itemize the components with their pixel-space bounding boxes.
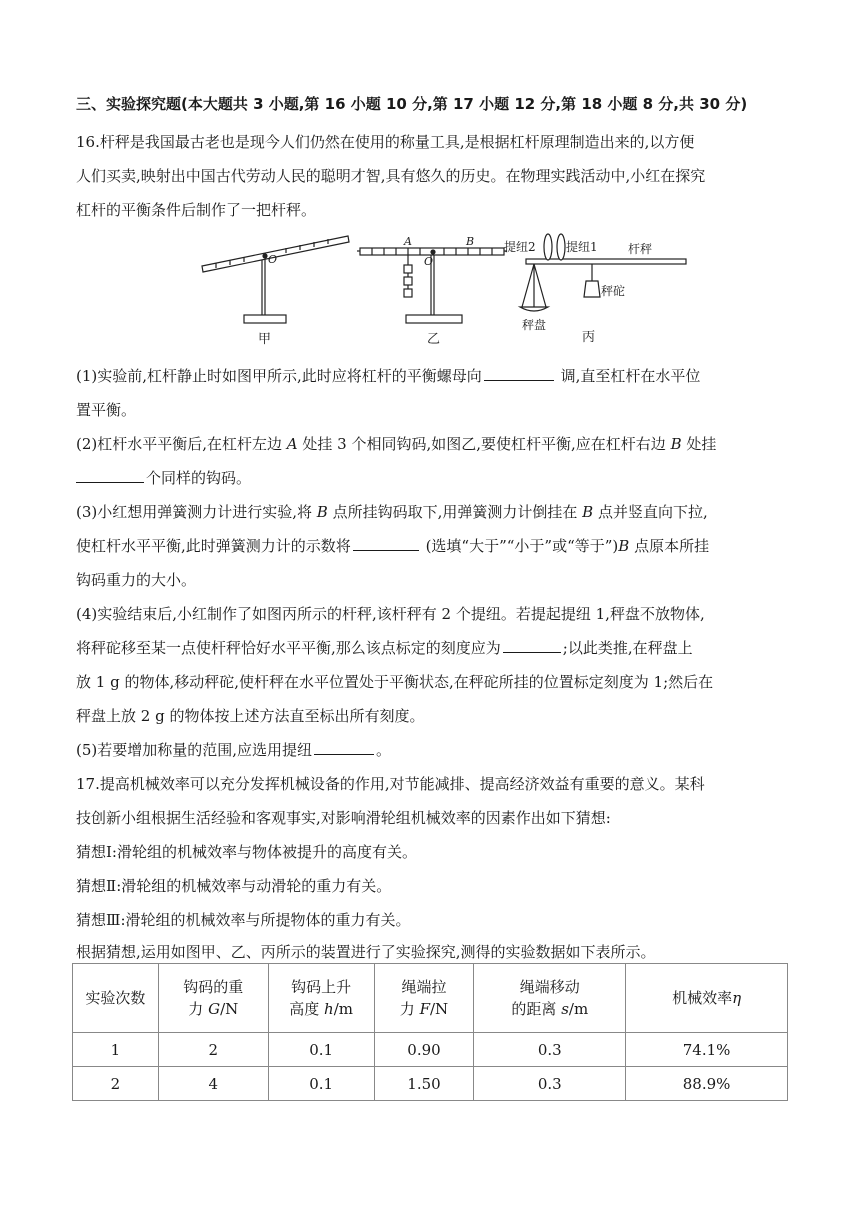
- table-cell: 1.50: [374, 1067, 474, 1101]
- q16-part-5-blank[interactable]: [314, 740, 374, 755]
- q16-part-5-text-a: (5)若要增加称量的范围,应选用提纽: [76, 741, 313, 759]
- table-cell: 2: [158, 1033, 268, 1067]
- table-cell: 0.1: [268, 1033, 374, 1067]
- q16-part-2-text-d: 个同样的钩码。: [146, 469, 252, 487]
- q16-part-3-point-b2: B: [582, 503, 594, 521]
- table-cell: 1: [73, 1033, 159, 1067]
- figure-point-b: B: [466, 235, 475, 248]
- q16-part-2-point-a: A: [286, 435, 298, 453]
- q16-intro-line-1: 16.杆秤是我国最古老也是现今人们仍然在使用的称量工具,是根据杠杆原理制造出来的,以方便: [76, 133, 695, 151]
- figure-tizu1: 提纽1: [566, 240, 598, 254]
- q16-part-3-text-e: (选填“大于”“小于”或“等于”): [425, 537, 619, 555]
- lever-figure: [196, 225, 696, 350]
- table-header-row: [73, 964, 788, 1033]
- table-cell: 0.90: [374, 1033, 474, 1067]
- q16-part-4-blank[interactable]: [503, 638, 561, 653]
- q16-part-3-point-b1: B: [316, 503, 328, 521]
- q17-guess-3: 猜想Ⅲ:滑轮组的机械效率与所提物体的重力有关。: [76, 911, 411, 929]
- table-header-distance: 绳端移动 的距离 s/m: [474, 964, 626, 1033]
- table-header-efficiency: 机械效率η: [626, 964, 788, 1033]
- figure-yi-point-o: O: [424, 255, 434, 268]
- figure-point-a: A: [404, 235, 412, 248]
- table-cell: 0.3: [474, 1033, 626, 1067]
- q16-intro-line-2: 人们买卖,映射出中国古代劳动人民的聪明才智,具有悠久的历史。在物理实践活动中,小红在探究: [76, 167, 706, 185]
- q16-intro-line-3: 杠杆的平衡条件后制作了一把杆秤。: [76, 201, 317, 219]
- q16-part-1-line-1: [76, 366, 788, 386]
- q17-intro-line-2: 技创新小组根据生活经验和客观事实,对影响滑轮组机械效率的因素作出如下猜想:: [76, 809, 611, 827]
- figure-label-bing: 丙: [582, 330, 596, 345]
- figure-jia-setup: [202, 236, 349, 323]
- figure-label-jia: 甲: [258, 332, 272, 347]
- table-header-trial: 实验次数: [73, 964, 159, 1033]
- q17-guess-1: 猜想Ⅰ:滑轮组的机械效率与物体被提升的高度有关。: [76, 843, 417, 861]
- q16-part-2-text-a: (2)杠杆水平平衡后,在杠杆左边: [76, 435, 287, 453]
- figure-chengpan: 秤盘: [522, 318, 547, 332]
- q16-part-4-line-1: (4)实验结束后,小红制作了如图丙所示的杆秤,该杆秤有 2 个提纽。若提起提纽 1,秤盘不放物体,: [76, 605, 705, 623]
- figure-chengtuo: 秤砣: [601, 284, 626, 298]
- q17-guess-2: 猜想Ⅱ:滑轮组的机械效率与动滑轮的重力有关。: [76, 877, 392, 895]
- figure-gancheng: 杆秤: [628, 242, 653, 256]
- table-cell: 88.9%: [626, 1067, 788, 1101]
- q16-part-2-text-c: 处挂: [681, 435, 717, 453]
- figure-jia-point-o: O: [268, 253, 278, 266]
- figure-label-yi: 乙: [427, 332, 441, 347]
- table-cell: 0.1: [268, 1067, 374, 1101]
- q16-part-3-line-3: 钩码重力的大小。: [76, 571, 197, 589]
- table-header-height: 钩码上升 高度 h/m: [268, 964, 374, 1033]
- table-header-weight: 钩码的重 力 G/N: [158, 964, 268, 1033]
- q16-part-5-line: [76, 740, 788, 760]
- table-row: [73, 1033, 788, 1067]
- q16-part-1-text-a: (1)实验前,杠杆静止时如图甲所示,此时应将杠杆的平衡螺母向: [76, 367, 482, 385]
- table-row: [73, 1067, 788, 1101]
- experiment-data-table: [72, 963, 788, 1101]
- q16-part-1-line-2: 置平衡。: [76, 401, 137, 419]
- q16-part-3-line-1: [76, 502, 788, 522]
- q17-intro-line-1: 17.提高机械效率可以充分发挥机械设备的作用,对节能减排、提高经济效益有重要的意义。某科: [76, 775, 705, 793]
- table-header-force: 绳端拉 力 F/N: [374, 964, 474, 1033]
- q16-part-3-text-d: 使杠杆水平平衡,此时弹簧测力计的示数将: [76, 537, 351, 555]
- q16-part-2-text-b: 处挂 3 个相同钩码,如图乙,要使杠杆平衡,应在杠杆右边: [297, 435, 671, 453]
- q16-part-3-point-b3: B: [618, 537, 630, 555]
- q16-part-3-text-a: (3)小红想用弹簧测力计进行实验,将: [76, 503, 317, 521]
- q16-part-4-line-2: [76, 638, 788, 658]
- q16-part-3-line-2: [76, 536, 788, 556]
- table-cell: 0.3: [474, 1067, 626, 1101]
- figure-tizu2: 提纽2: [504, 240, 536, 254]
- q17-table-intro: 根据猜想,运用如图甲、乙、丙所示的装置进行了实验探究,测得的实验数据如下表所示。: [76, 943, 656, 961]
- q16-part-4-text-b: 将秤砣移至某一点使杆秤恰好水平平衡,那么该点标定的刻度应为: [76, 639, 501, 657]
- q16-part-4-text-c: ;以此类推,在秤盘上: [562, 639, 693, 657]
- q16-part-2-line-2: [76, 468, 788, 488]
- q16-part-4-line-3: 放 1 g 的物体,移动秤砣,使杆秤在水平位置处于平衡状态,在秤砣所挂的位置标定刻度为 1;然后在: [76, 673, 714, 691]
- figure-bing-setup: [520, 234, 686, 311]
- table-cell: 4: [158, 1067, 268, 1101]
- table-cell: 2: [73, 1067, 159, 1101]
- q16-part-2-point-b: B: [670, 435, 682, 453]
- q16-part-3-text-b: 点所挂钩码取下,用弹簧测力计倒挂在: [327, 503, 583, 521]
- section-heading: 三、实验探究题(本大题共 3 小题,第 16 小题 10 分,第 17 小题 12 分,第 18 小题 8 分,共 30 分): [76, 95, 748, 113]
- q16-part-1-blank[interactable]: [484, 366, 554, 381]
- q16-part-2-line-1: [76, 434, 788, 454]
- q16-part-2-blank[interactable]: [76, 468, 144, 483]
- q16-part-4-line-4: 秤盘上放 2 g 的物体按上述方法直至标出所有刻度。: [76, 707, 425, 725]
- q16-part-3-blank[interactable]: [353, 536, 419, 551]
- q16-part-5-text-b: 。: [376, 741, 392, 759]
- q16-part-1-text-b: 调,直至杠杆在水平位: [560, 367, 701, 385]
- q16-part-3-text-c: 点并竖直向下拉,: [593, 503, 708, 521]
- table-cell: 74.1%: [626, 1033, 788, 1067]
- q16-part-3-text-f: 点原本所挂: [629, 537, 710, 555]
